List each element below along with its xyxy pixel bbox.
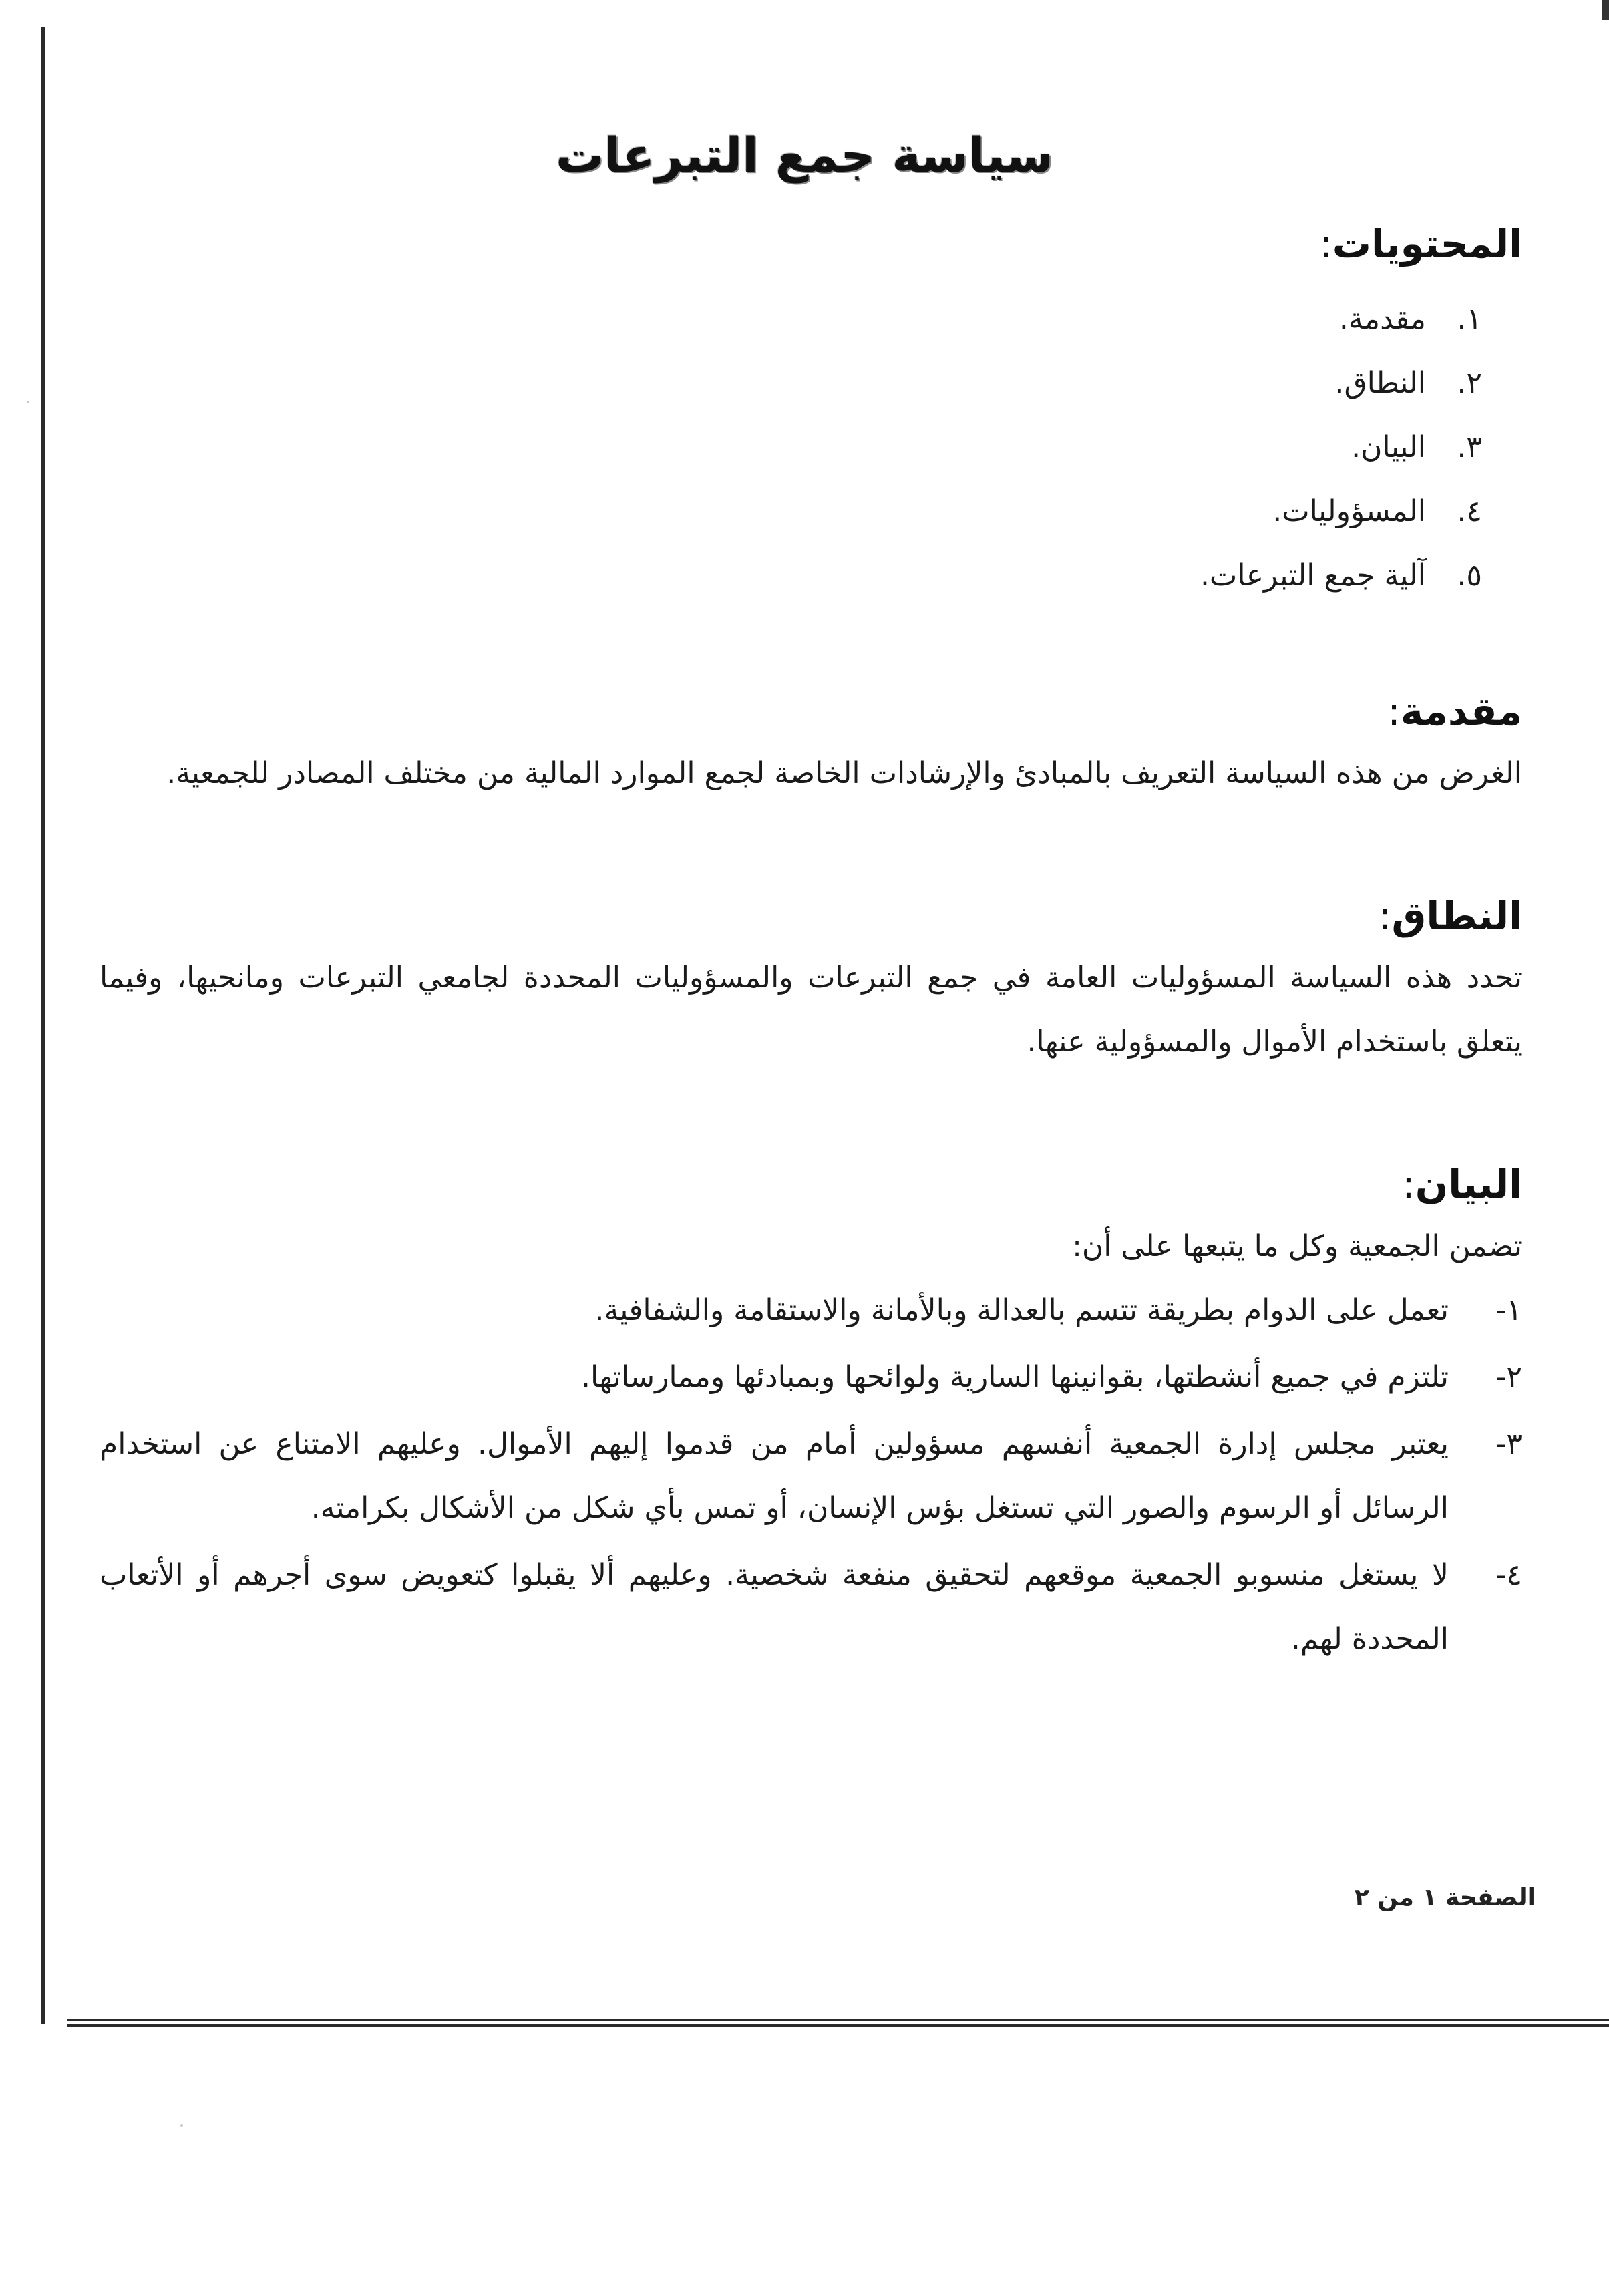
scan-speck: [180, 2124, 183, 2127]
contents-item: ١. مقدمة.: [1338, 302, 1482, 336]
page-frame-corner: [1602, 0, 1609, 20]
clause-item: ١- تعمل على الدوام بطريقة تتسم بالعدالة وبالأمانة والاستقامة والشفافية.: [594, 1293, 1522, 1327]
scan-speck: [27, 401, 29, 403]
contents-list: [100, 287, 1522, 608]
document-body: [100, 214, 1522, 1674]
contents-item: ٤. المسؤوليات.: [1272, 494, 1482, 528]
contents-item: ٥. آلية جمع التبرعات.: [1200, 558, 1482, 593]
contents-item: ٢. النطاق.: [1334, 366, 1482, 400]
contents-item: ٣. البيان.: [1351, 430, 1482, 464]
scope-section: [100, 886, 1522, 1074]
document-title: سياسة جمع التبرعات: [555, 127, 1054, 183]
page-frame-bottom: [67, 2019, 1609, 2027]
clause-item: ٤- لا يستغل منسوبو الجمعية موقعهم لتحقيق منفعة شخصية. وعليهم ألا يقبلوا كتعويض سوى أجرهم أو الأتعاب المحددة لهم.: [100, 1558, 1522, 1656]
intro-paragraph: الغرض من هذه السياسة التعريف بالمبادئ والإرشادات الخاصة لجمع الموارد المالية من مختلف المصادر للجمعية.: [166, 756, 1522, 790]
intro-section: [100, 681, 1522, 806]
scope-heading: النطاق:: [1378, 893, 1522, 939]
statement-section: [100, 1154, 1522, 1671]
clause-item: ٢- تلتزم في جميع أنشطتها، بقوانينها السارية ولوائحها وبمبادئها وممارساتها.: [580, 1360, 1522, 1394]
statement-lead: تضمن الجمعية وكل ما يتبعها على أن:: [1072, 1229, 1522, 1263]
contents-section: [100, 214, 1522, 608]
page-number: الصفحة ١ من ٢: [1354, 1884, 1536, 1911]
intro-heading: مقدمة:: [1387, 689, 1522, 734]
statement-clauses: [100, 1279, 1522, 1671]
contents-heading: المحتويات:: [1319, 221, 1522, 267]
page-frame-left: [41, 27, 45, 2024]
clause-item: ٣- يعتبر مجلس إدارة الجمعية أنفسهم مسؤولين أمام من قدموا إليهم الأموال. وعليهم الامتناع عن استخدام الرسائل أو الرسوم والصور التي تستغل بؤس الإنسان، أو تمس بأي شكل من الأشكال بكرامته.: [100, 1427, 1522, 1525]
statement-heading: البيان:: [1402, 1162, 1522, 1207]
scope-paragraph: تحدد هذه السياسة المسؤوليات العامة في جمع التبرعات والمسؤوليات المحددة لجامعي التبرعات ومانحيها، وفيما يتعلق باستخدام الأموال والمسؤولية عنها.: [100, 961, 1522, 1059]
